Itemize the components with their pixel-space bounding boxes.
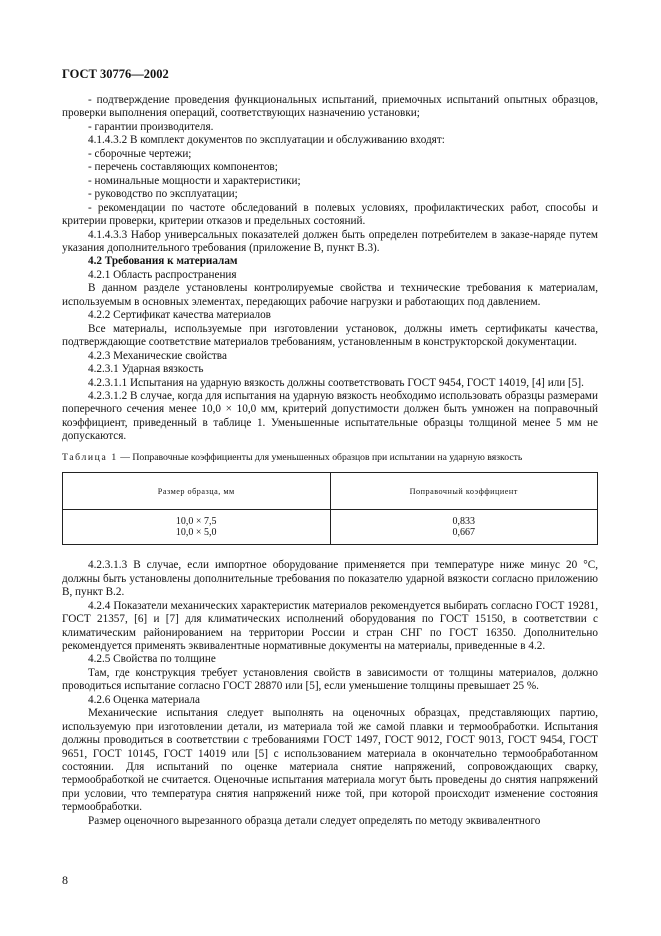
page-body — [62, 94, 598, 828]
paragraph: - гарантии производителя. — [88, 120, 214, 133]
document-header: ГОСТ 30776—2002 — [62, 67, 169, 81]
paragraph: 4.1.4.3.2 В комплект документов по эксплуатации и обслуживанию входят: — [88, 134, 445, 147]
paragraph: 4.2.1 Область распространения — [88, 268, 237, 281]
paragraph: - номинальные мощности и характеристики; — [88, 174, 301, 187]
paragraph: Механические испытания следует выполнять на оценочных образцах, представляющих партию, используемую при изготовлении детали, из материала той же самой плавки и термообработки. Испытания должны проводиться в соответствии с требованиями ГОСТ 1497, ГОСТ 9012, ГОСТ 9013, ГОСТ 9454, ГОСТ 9651, ГОСТ 10145, ГОСТ 14019 или [5] с использованием материала в окончательно термообработанном состоянии. Для испытаний по оценке материала снятие напряжений, сопровождающих сварку, термообработкой не считается. Оценочные испытания материала могут быть проведены до снятия напряжений при условии, что температура снятия напряжений ниже той, при которой происходит изменение состояния термообработки. — [62, 707, 598, 814]
table-cell-sizes — [63, 510, 331, 545]
paragraph: Размер оценочного вырезанного образца детали следует определять по методу эквивалентного — [88, 814, 541, 827]
table-caption — [62, 451, 598, 464]
paragraph: 4.2.3.1.1 Испытания на ударную вязкость должны соответствовать ГОСТ 9454, ГОСТ 14019, [4] или [5]. — [88, 376, 584, 389]
table-caption-text: — Поправочные коэффициенты для уменьшенных образцов при испытании на ударную вязкость — [117, 451, 523, 463]
factor-value: 0,833 — [452, 516, 475, 528]
paragraph: 4.2.6 Оценка материала — [88, 693, 200, 706]
page-number: 8 — [62, 873, 68, 887]
table-header-factor: Поправочный коэффициент — [330, 473, 598, 510]
paragraph: - сборочные чертежи; — [88, 147, 192, 160]
table-header-row — [63, 473, 598, 510]
table-header-size: Размер образца, мм — [63, 473, 331, 510]
paragraph: - подтверждение проведения функциональных испытаний, приемочных испытаний опытных образцов, проверки выполнения операций, соответствующих назначению установки; — [62, 94, 598, 120]
paragraph: Там, где конструкция требует установления свойств в зависимости от толщины материалов, должно проводиться испытание согласно ГОСТ 28870 или [5], если уменьшение толщины превышает 25 %. — [62, 666, 598, 693]
paragraph: 4.1.4.3.3 Набор универсальных показателей должен быть определен потребителем в заказе-наряде путем указания дополнительного требования (приложение В, пункт В.3). — [62, 228, 598, 254]
paragraphs-top — [62, 94, 598, 444]
table-caption-label: Таблица 1 — [62, 451, 118, 463]
size-value: 10,0 × 7,5 — [175, 516, 217, 528]
paragraph: 4.2.5 Свойства по толщине — [88, 653, 216, 666]
paragraph: 4.2.3 Механические свойства — [88, 349, 227, 362]
paragraph: Все материалы, используемые при изготовлении установок, должны иметь сертификаты качества, подтверждающие соответствие материалов требованиям, установленным в конструкторской документации. — [62, 322, 598, 349]
paragraph: - руководство по эксплуатации; — [88, 188, 238, 201]
paragraph: 4.2.3.1.3 В случае, если импортное оборудование применяется при температуре ниже минус 20 °С, должны быть установлены дополнительные требования по показателю ударной вязкости согласно приложению В, пункт В.2. — [62, 559, 598, 599]
table-row — [63, 510, 598, 545]
factor-value: 0,667 — [452, 527, 475, 539]
correction-factors-table — [62, 472, 598, 545]
paragraph: - перечень составляющих компонентов; — [88, 161, 278, 174]
paragraph: 4.2.3.1 Ударная вязкость — [88, 363, 204, 376]
paragraph: 4.2 Требования к материалам — [88, 255, 238, 268]
paragraph: - рекомендации по частоте обследований в полевых условиях, профилактических работ, способы и критерии проверки, критерии отказов и предельных состояний. — [62, 201, 598, 228]
paragraph: 4.2.3.1.2 В случае, когда для испытания на ударную вязкость необходимо использовать образцы размерами поперечного сечения менее 10,0 × 10,0 мм, критерий допустимости должен быть умножен на поправочный коэффициент, приведенный в таблице 1. Уменьшенные испытательные образцы толщиной менее 5 мм не допускаются. — [62, 389, 598, 443]
size-value: 10,0 × 5,0 — [175, 527, 217, 539]
paragraphs-bottom — [62, 559, 598, 828]
paragraph: 4.2.2 Сертификат качества материалов — [88, 309, 271, 322]
table-cell-factors — [330, 510, 598, 545]
paragraph: 4.2.4 Показатели механических характеристик материалов рекомендуется выбирать согласно ГОСТ 19281, ГОСТ 21357, [6] и [7] для климатических исполнений оборудования по ГОСТ 15150, в соответствии с климатическим районированием на территории России и стран СНГ по ГОСТ 16350. Дополнительно рекомендуется применять эквивалентные нормативные документы на материалы, приведенные в 4.2. — [62, 599, 598, 652]
paragraph: В данном разделе установлены контролируемые свойства и технические требования к материалам, используемым в основных элементах, передающих рабочие нагрузки и работающих под давлением. — [62, 282, 598, 308]
